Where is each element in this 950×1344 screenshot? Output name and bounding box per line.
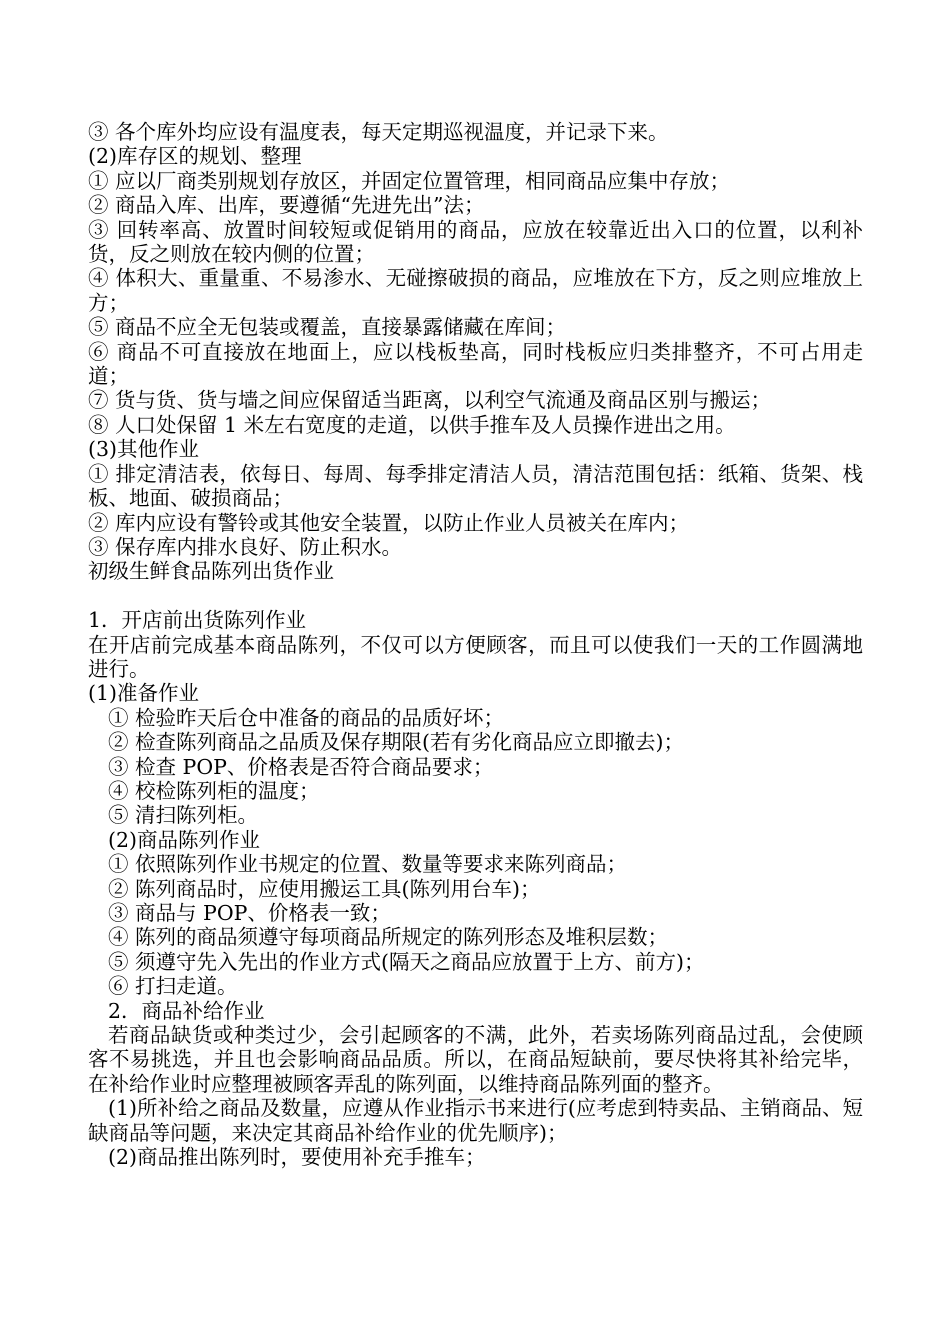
storage-rule-3: ③ 回转率高、放置时间较短或促销用的商品，应放在较靠近出入口的位置，以利补货，反之则放在较内侧的位置； — [88, 217, 863, 267]
storage-rule-8: ⑧ 人口处保留 1 米左右宽度的走道，以供手推车及人员操作进出之用。 — [88, 412, 736, 437]
prep-item-2: ② 检查陈列商品之品质及保存期限(若有劣化商品应立即撤去)； — [108, 730, 685, 755]
display-item-6: ⑥ 打扫走道。 — [108, 974, 238, 999]
prep-heading: (1)准备作业 — [88, 681, 200, 706]
storage-rule-6: ⑥ 商品不可直接放在地面上，应以栈板垫高，同时栈板应归类排整齐，不可占用走道； — [88, 339, 863, 389]
prep-item-1: ① 检验昨天后仓中准备的商品的品质好坏； — [108, 705, 505, 730]
prep-item-3: ③ 检查 POP、价格表是否符合商品要求； — [108, 754, 494, 779]
storage-heading-2: (2)库存区的规划、整理 — [88, 144, 302, 169]
storage-rule-4: ④ 体积大、重量重、不易渗水、无碰擦破损的商品，应堆放在下方，反之则应堆放上方； — [88, 266, 863, 315]
display-item-4: ④ 陈列的商品须遵守每项商品所规定的陈列形态及堆积层数； — [108, 925, 669, 950]
display-item-2: ② 陈列商品时，应使用搬运工具(陈列用台车)； — [108, 876, 541, 901]
other-item-2: ② 库内应设有警铃或其他安全装置，以防止作业人员被关在库内； — [88, 510, 690, 535]
display-item-1: ① 依照陈列作业书规定的位置、数量等要求来陈列商品； — [108, 852, 628, 877]
opening-heading: 1．开店前出货陈列作业 — [88, 608, 307, 633]
replenish-heading: 2．商品补给作业 — [108, 998, 265, 1023]
display-item-3: ③ 商品与 POP、价格表一致； — [108, 900, 391, 925]
opening-intro: 在开店前完成基本商品陈列，不仅可以方便顾客，而且可以使我们一天的工作圆满地进行。 — [88, 632, 863, 681]
prep-item-4: ④ 校检陈列柜的温度； — [108, 778, 320, 803]
prep-item-5: ⑤ 清扫陈列柜。 — [108, 803, 259, 828]
storage-rule-2: ② 商品入库、出库，要遵循“先进先出”法； — [88, 193, 485, 218]
storage-item-3: ③ 各个库外均应设有温度表，每天定期巡视温度，并记录下来。 — [88, 120, 669, 144]
replenish-item-2: (2)商品推出陈列时，要使用补充手推车； — [108, 1145, 486, 1170]
display-heading: (2)商品陈列作业 — [108, 827, 261, 852]
display-item-5: ⑤ 须遵守先入先出的作业方式(隔天之商品应放置于上方、前方)； — [108, 949, 705, 974]
document-page — [88, 120, 863, 1169]
replenish-paragraph: 若商品缺货或种类过少，会引起顾客的不满，此外，若卖场陈列商品过乱，会使顾客不易挑选，并且也会影响商品品质。所以，在商品短缺前，要尽快将其补给完毕，在补给作业时应整理被顾客弄乱的陈列面，以维持商品陈列面的整齐。 — [88, 1023, 863, 1096]
other-item-3: ③ 保存库内排水良好、防止积水。 — [88, 534, 403, 559]
storage-rule-5: ⑤ 商品不应全无包装或覆盖，直接暴露储藏在库间； — [88, 315, 567, 340]
blank-line — [88, 584, 863, 608]
storage-rule-7: ⑦ 货与货、货与墙之间应保留适当距离，以利空气流通及商品区别与搬运； — [88, 388, 772, 413]
replenish-item-1: (1)所补给之商品及数量，应遵从作业指示书来进行(应考虑到特卖品、主销商品、短缺商品等问题，来决定其商品补给作业的优先顺序)； — [88, 1096, 863, 1145]
storage-rule-1: ① 应以厂商类别规划存放区，并固定位置管理，相同商品应集中存放； — [88, 168, 731, 193]
other-item-1: ① 排定清洁表，依每日、每周、每季排定清洁人员，清洁范围包括：纸箱、货架、栈板、地面、破损商品； — [88, 461, 863, 511]
storage-heading-3: (3)其他作业 — [88, 437, 200, 462]
doc-title: 初级生鲜食品陈列出货作业 — [88, 559, 334, 584]
